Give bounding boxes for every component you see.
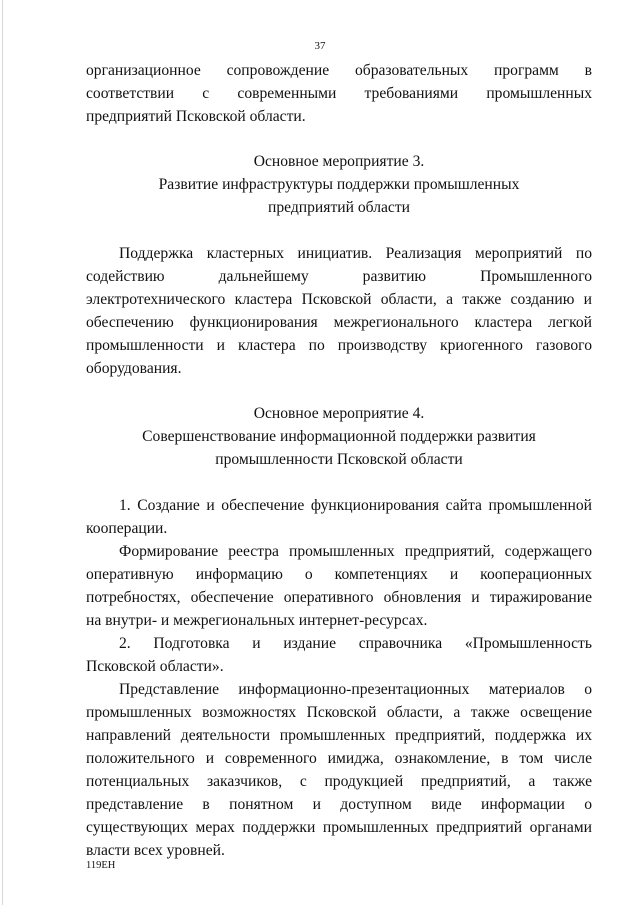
section4-text-line: Псковской области». (86, 658, 224, 675)
section4-text-line: направлений деятельности промышленных предприятий, поддержка их (86, 727, 592, 744)
section4-text-line: Представление информационно-презентационных материалов о (119, 681, 592, 698)
section4-text-line: существующих мерах поддержки промышленных предприятий органами (86, 819, 592, 836)
section3-heading: Основное мероприятие 3. (253, 153, 425, 170)
section4-text-line: 1. Создание и обеспечение функционирования сайта промышленной (119, 497, 592, 514)
section4-text-line: промышленных возможностях Псковской области, а также освещение (86, 704, 592, 721)
section4-text-line: положительного и современного имиджа, ознакомление, в том числе (86, 750, 592, 767)
intro-line: организационное сопровождение образовательных программ в (86, 62, 592, 79)
section3-text-line: содействию дальнейшему развитию Промышленного (86, 268, 592, 285)
section4-text-line: власти всех уровней. (86, 842, 225, 859)
section3-heading: предприятий области (268, 199, 410, 216)
section3-text-line: электротехнического кластера Псковской области, а также созданию и (86, 291, 592, 308)
section4-text-line: на внутри- и межрегиональных интернет-ресурсах. (86, 612, 428, 629)
document-code: 119EH (86, 860, 116, 871)
section4-text-line: 2. Подготовка и издание справочника «Промышленность (119, 635, 592, 652)
intro-line: предприятий Псковской области. (86, 108, 306, 125)
section4-text-line: оперативную информацию о компетенциях и кооперационных (86, 566, 592, 583)
section4-text-line: кооперации. (86, 520, 168, 537)
intro-line: соответствии с современными требованиями промышленных (86, 85, 592, 102)
section4-heading: промышленности Псковской области (215, 451, 463, 468)
section3-text-line: обеспечению функционирования межрегионального кластера легкой (86, 314, 592, 331)
section3-heading: Развитие инфраструктуры поддержки промышленных (158, 176, 520, 193)
page-number: 37 (314, 40, 326, 52)
section3-text-line: оборудования. (86, 360, 182, 377)
section4-text-line: Формирование реестра промышленных предприятий, содержащего (119, 543, 592, 560)
section4-heading: Основное мероприятие 4. (253, 405, 425, 422)
section3-text-line: Поддержка кластерных инициатив. Реализация мероприятий по (119, 245, 592, 262)
section4-text-line: потребностях, обеспечение оперативного обновления и тиражирование (86, 589, 592, 606)
section4-text-line: представление в понятном и доступном виде информации о (86, 796, 592, 813)
page-edge (2, 0, 3, 905)
section3-text-line: промышленности и кластера по производству криогенного газового (86, 337, 592, 354)
section4-heading: Совершенствование информационной поддержки развития (142, 428, 536, 445)
section4-text-line: потенциальных заказчиков, с продукцией предприятий, а также (86, 773, 592, 790)
